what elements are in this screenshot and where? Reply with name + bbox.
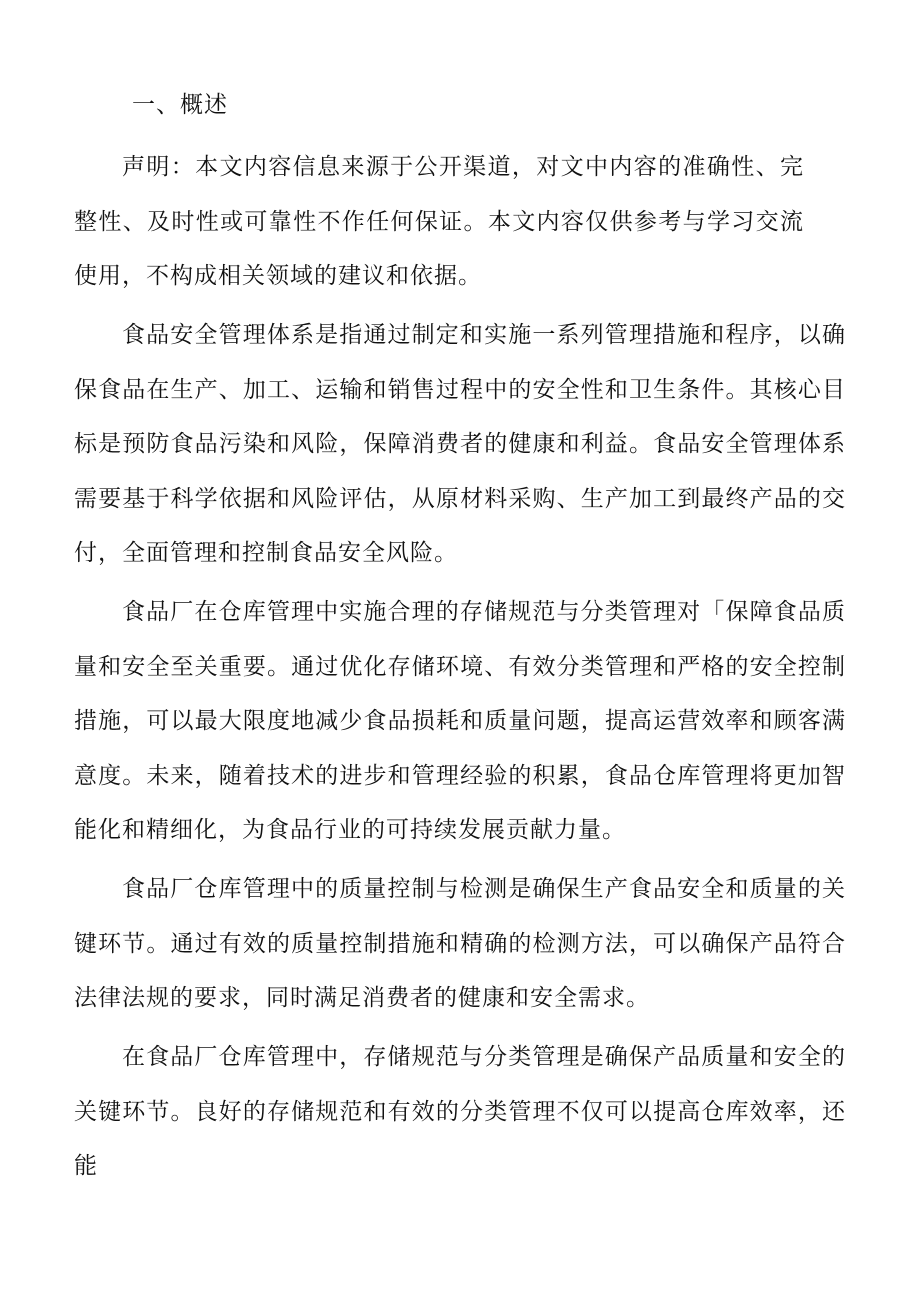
body-paragraph-storage-standards: 在食品厂仓库管理中，存储规范与分类管理是确保产品质量和安全的关键环节。良好的存储规范和有效的分类管理不仅可以提高仓库效率，还能	[74, 1044, 846, 1179]
section-heading: 一、概述	[132, 92, 228, 118]
disclaimer-paragraph: 声明：本文内容信息来源于公开渠道，对文中内容的准确性、完整性、及时性或可靠性不作任何保证。本文内容仅供参考与学习交流使用，不构成相关领域的建议和依据。	[74, 154, 804, 289]
body-paragraph-storage-classification: 食品厂在仓库管理中实施合理的存储规范与分类管理对「保障食品质量和安全至关重要。通过优化存储环境、有效分类管理和严格的安全控制措施，可以最大限度地减少食品损耗和质量问题，提高运营效率和顾客满意度。未来，随着技术的进步和管理经验的积累，食品仓库管理将更加智能化和精细化，为食品行业的可持续发展贡献力量。	[74, 599, 846, 843]
body-paragraph-quality-control: 食品厂仓库管理中的质量控制与检测是确保生产食品安全和质量的关键环节。通过有效的质量控制措施和精确的检测方法，可以确保产品符合法律法规的要求，同时满足消费者的健康和安全需求。	[74, 876, 846, 1011]
body-paragraph-food-safety-system: 食品安全管理体系是指通过制定和实施一系列管理措施和程序，以确保食品在生产、加工、运输和销售过程中的安全性和卫生条件。其核心目标是预防食品污染和风险，保障消费者的健康和利益。食品安全管理体系需要基于科学依据和风险评估，从原材料采购、生产加工到最终产品的交付，全面管理和控制食品安全风险。	[74, 322, 846, 566]
